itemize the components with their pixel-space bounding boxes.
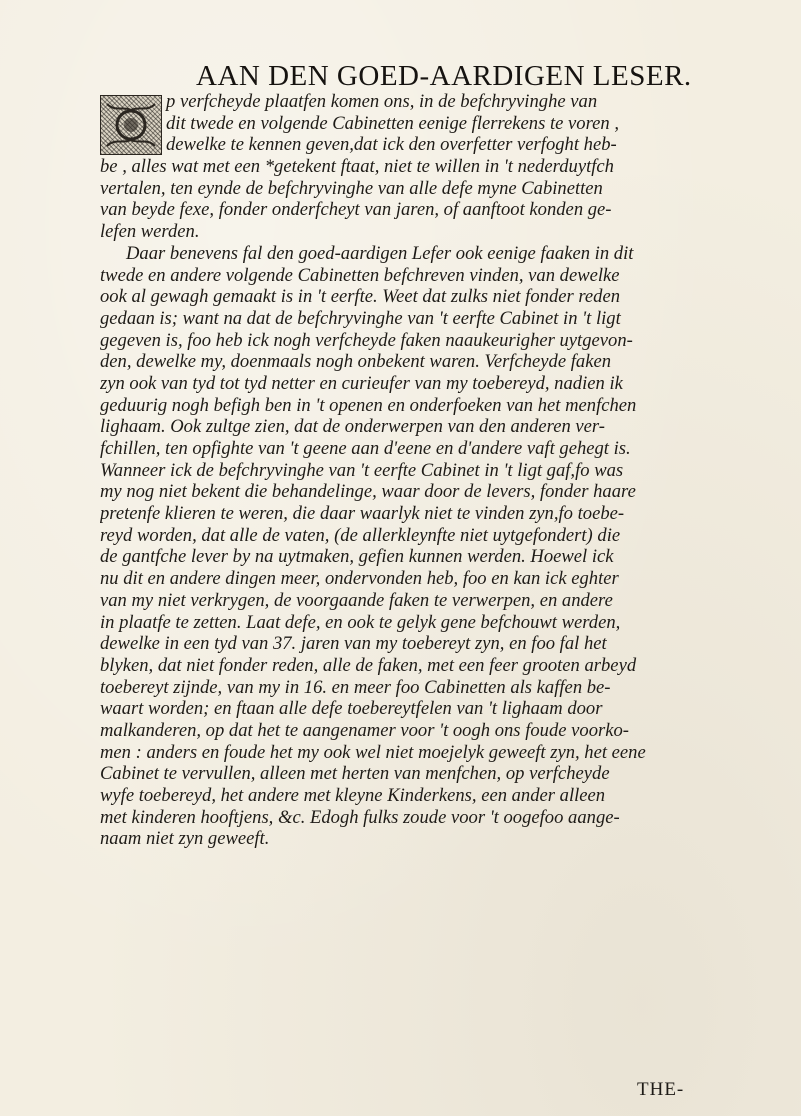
text-line: twede en andere volgende Cabinetten befchreven vinden, van dewelke bbox=[100, 264, 620, 286]
text-line: ook al gewagh gemaakt is in 't eerfte. Weet dat zulks niet fonder reden bbox=[100, 286, 621, 308]
text-line: wyfe toebereyd, het andere met kleyne Kinderkens, een ander alleen bbox=[100, 785, 606, 806]
text-line: gegeven is, foo heb ick nogh verfcheyde faken naaukeurigher uytgevon- bbox=[100, 329, 633, 351]
text-line: lighaam. Ook zultge zien, dat de onderwerpen van den anderen ver- bbox=[100, 416, 605, 438]
catchword: THE- bbox=[637, 1079, 685, 1100]
text-line: toebereyt zijnde, van my in 16. en meer foo Cabinetten als kaffen be- bbox=[100, 676, 611, 698]
text-line: de gantfche lever by na uytmaken, gefien kunnen werden. Hoewel ick bbox=[100, 546, 614, 568]
text-line: den, dewelke my, doenmaals nogh onbekent waren. Verfcheyde faken bbox=[100, 351, 611, 373]
text-line: my nog niet bekent die behandelinge, waar door de levers, fonder haare bbox=[100, 481, 636, 503]
text-line: lefen werden. bbox=[100, 221, 200, 243]
text-line: reyd worden, dat alle de vaten, (de allerkleynfte niet uytgefondert) die bbox=[100, 524, 621, 546]
text-line: Daar benevens fal den goed-aardigen Lefer ook eenige faaken in dit bbox=[126, 242, 634, 264]
text-line: dit twede en volgende Cabinetten eenige flerrekens te voren , bbox=[166, 112, 619, 134]
text-line: men : anders en foude het my ook wel niet moejelyk geweeft zyn, het eene bbox=[100, 741, 646, 763]
text-line: in plaatfe te zetten. Laat defe, en ook te gelyk gene befchouwt werden, bbox=[100, 611, 621, 633]
text-line: waart worden; en ftaan alle defe toebereytfelen van 't lighaam door bbox=[100, 698, 603, 720]
text-line: p verfcheyde plaatfen komen ons, in de befchryvinghe van bbox=[166, 91, 598, 112]
text-line: Cabinet te vervullen, alleen met herten van menfchen, op verfcheyde bbox=[100, 763, 610, 785]
text-line: zyn ook van tyd tot tyd netter en curieufer van my toebereyd, nadien ik bbox=[100, 372, 623, 394]
text-line: nu dit en andere dingen meer, ondervonden heb, foo en kan ick eghter bbox=[100, 568, 619, 590]
text-line: vertalen, ten eynde de befchryvinghe van alle defe myne Cabinetten bbox=[100, 177, 603, 199]
text-line: naam niet zyn geweeft. bbox=[100, 828, 270, 850]
text-line: be , alles wat met een *getekent ftaat, niet te willen in 't nederduytfch bbox=[100, 156, 614, 178]
text-line: blyken, dat niet fonder reden, alle de faken, met een feer grooten arbeyd bbox=[100, 654, 637, 676]
text-line: van beyde fexe, fonder onderfcheyt van jaren, of aanftoot konden ge- bbox=[100, 199, 612, 221]
text-line: gedaan is; want na dat de befchryvinghe van 't eerfte Cabinet in 't ligt bbox=[100, 307, 621, 329]
text-line: malkanderen, op dat het te aangenamer voor 't oogh ons foude voorko- bbox=[100, 719, 629, 741]
text-line: van my niet verkrygen, de voorgaande faken te verwerpen, en andere bbox=[100, 589, 613, 611]
text-line: met kinderen hooftjens, &c. Edogh fulks zoude voor 't oogefoo aange- bbox=[100, 806, 620, 828]
text-line: dewelke in een tyd van 37. jaren van my toebereyt zyn, en foo fal het bbox=[100, 633, 607, 655]
page-heading: AAN DEN GOED-AARDIGEN LESER. bbox=[196, 60, 692, 92]
text-line: Wanneer ick de befchryvinghe van 't eerfte Cabinet in 't ligt gaf,fo was bbox=[100, 459, 624, 481]
text-line: dewelke te kennen geven,dat ick den overfetter verfoght heb- bbox=[166, 134, 617, 156]
text-line: geduurig nogh befigh ben in 't openen en onderfoeken van het menfchen bbox=[100, 394, 637, 416]
text-line: fchillen, ten opfighte van 't geene aan d'eene en d'andere vaft gehegt is. bbox=[100, 438, 631, 459]
text-line: pretenfe klieren te weren, die daar waarlyk niet te vinden zyn,fo toebe- bbox=[100, 503, 625, 525]
body-text bbox=[100, 91, 690, 850]
